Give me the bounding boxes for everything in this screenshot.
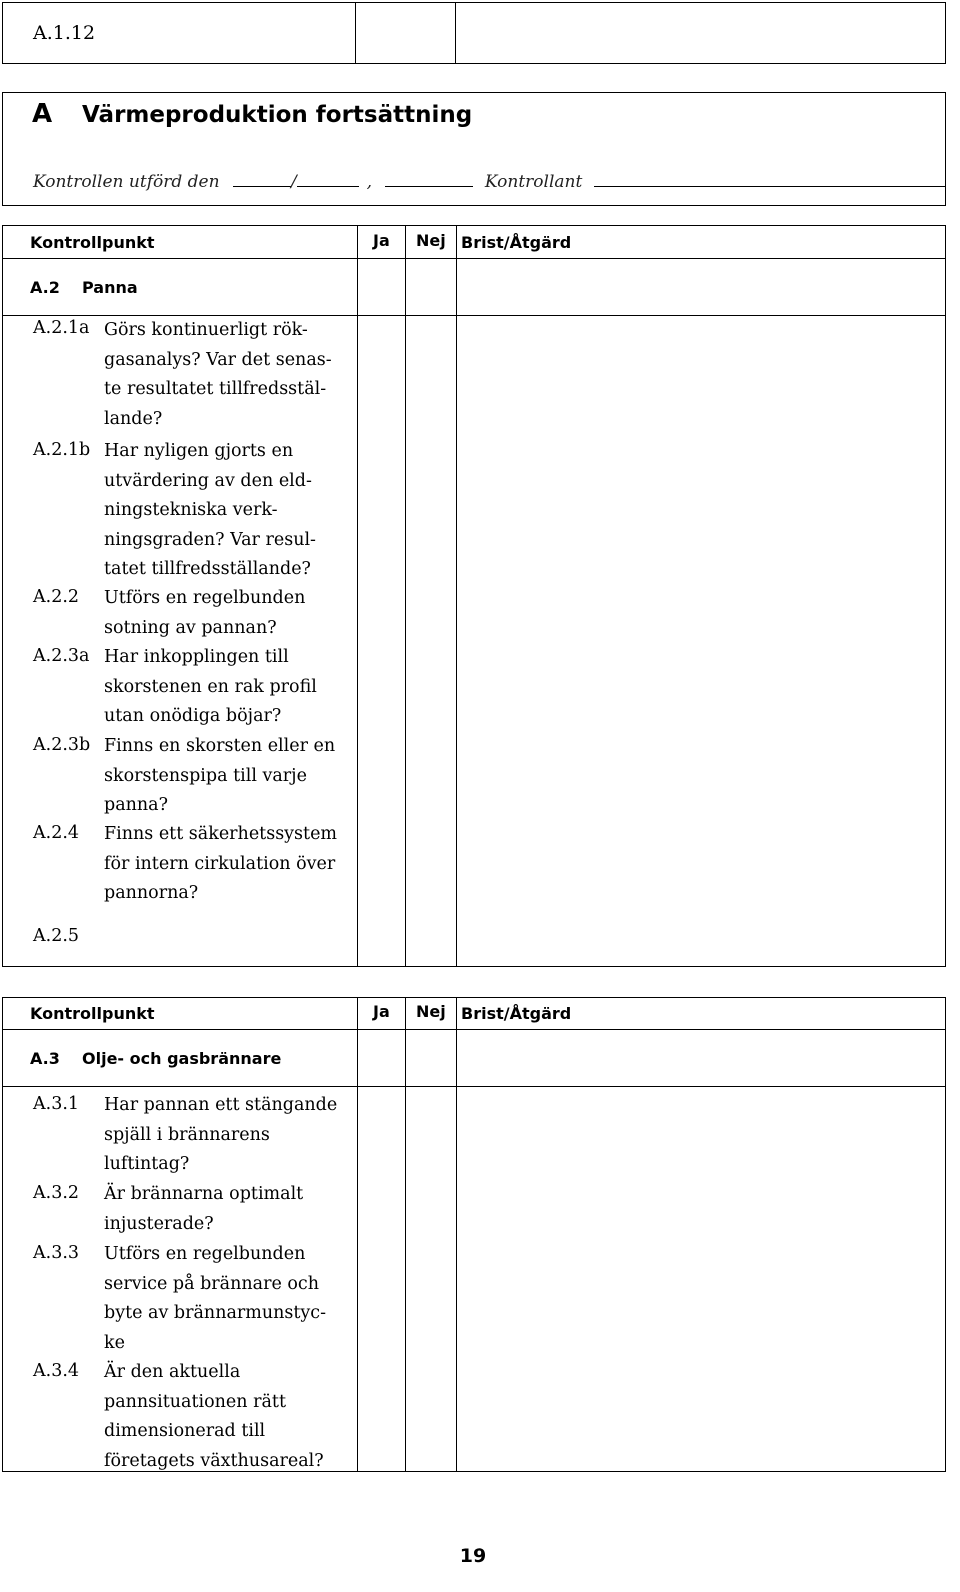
item-text: Är den aktuella pannsituationen rätt dimensionerad till företagets växthusareal? — [104, 1362, 324, 1471]
col-divider-nej — [405, 225, 406, 967]
col-divider-nej — [405, 997, 406, 1472]
date-separator: / — [290, 172, 297, 192]
header-deficiency: Brist/Åtgärd — [461, 1004, 572, 1023]
item-code: A.2.1b — [33, 440, 91, 460]
item-text: Finns en skorsten eller en skorstenspipa till varje panna? — [104, 736, 336, 815]
item-code: A.3.3 — [33, 1243, 80, 1263]
item-text: Finns ett säkerhetssystem för intern cirkulation över pannorna? — [104, 824, 338, 903]
section-title: Värmeproduktion fortsättning — [82, 102, 473, 128]
page-number: 19 — [459, 1545, 487, 1567]
item-code: A.2.3a — [33, 646, 90, 666]
group-divider — [2, 1086, 946, 1087]
item-code: A.2.3b — [33, 735, 91, 755]
doc-id-box — [2, 2, 946, 64]
doc-id: A.1.12 — [33, 22, 96, 44]
group-code: A.2 — [30, 278, 60, 297]
group-code: A.3 — [30, 1049, 60, 1068]
item-code: A.2.2 — [33, 587, 80, 607]
control-done-label: Kontrollen utförd den — [33, 172, 220, 192]
group-title: Olje- och gasbrännare — [82, 1049, 282, 1068]
header-no: Nej — [416, 1002, 446, 1021]
item-text: Har pannan ett stängande spjäll i brännarens luftintag? — [104, 1095, 338, 1174]
item-text: Är brännarna optimalt injusterade? — [104, 1184, 304, 1234]
comma: , — [366, 172, 373, 192]
header-checkpoint: Kontrollpunkt — [30, 1004, 155, 1023]
item-text: Har inkopplingen till skorstenen en rak profil utan onödiga böjar? — [104, 647, 317, 726]
date-day-field[interactable] — [233, 170, 291, 187]
item-code: A.3.1 — [33, 1094, 80, 1114]
item-text: Görs kontinuerligt rök- gasanalys? Var det senas- te resultatet tillfredsstäl- lande? — [104, 320, 332, 429]
date-month-field[interactable] — [297, 170, 359, 187]
control-line — [33, 170, 946, 192]
item-code: A.2.5 — [33, 926, 80, 946]
item-text: Utförs en regelbunden service på brännare och byte av brännarmunstyc- ke — [104, 1244, 327, 1353]
inspector-label: Kontrollant — [484, 172, 583, 192]
header-no: Nej — [416, 231, 446, 250]
col-divider-brist — [456, 225, 457, 967]
header-yes: Ja — [373, 231, 390, 250]
header-divider — [2, 1029, 946, 1030]
header-divider — [2, 258, 946, 259]
inspector-field[interactable] — [594, 170, 946, 187]
item-text: Har nyligen gjorts en utvärdering av den eld- ningstekniska verk- ningsgraden? Var resul- tatet tillfredsställande? — [104, 441, 316, 579]
header-checkpoint: Kontrollpunkt — [30, 233, 155, 252]
item-code: A.2.1a — [33, 318, 90, 338]
id-box-divider — [455, 2, 456, 64]
date-year-field[interactable] — [385, 170, 473, 187]
item-code: A.3.2 — [33, 1183, 80, 1203]
id-box-divider — [355, 2, 356, 64]
header-yes: Ja — [373, 1002, 390, 1021]
item-text: Utförs en regelbunden sotning av pannan? — [104, 588, 306, 638]
group-title: Panna — [82, 278, 138, 297]
item-code: A.3.4 — [33, 1361, 80, 1381]
header-deficiency: Brist/Åtgärd — [461, 233, 572, 252]
item-code: A.2.4 — [33, 823, 80, 843]
col-divider-brist — [456, 997, 457, 1472]
section-letter: A — [32, 99, 53, 129]
